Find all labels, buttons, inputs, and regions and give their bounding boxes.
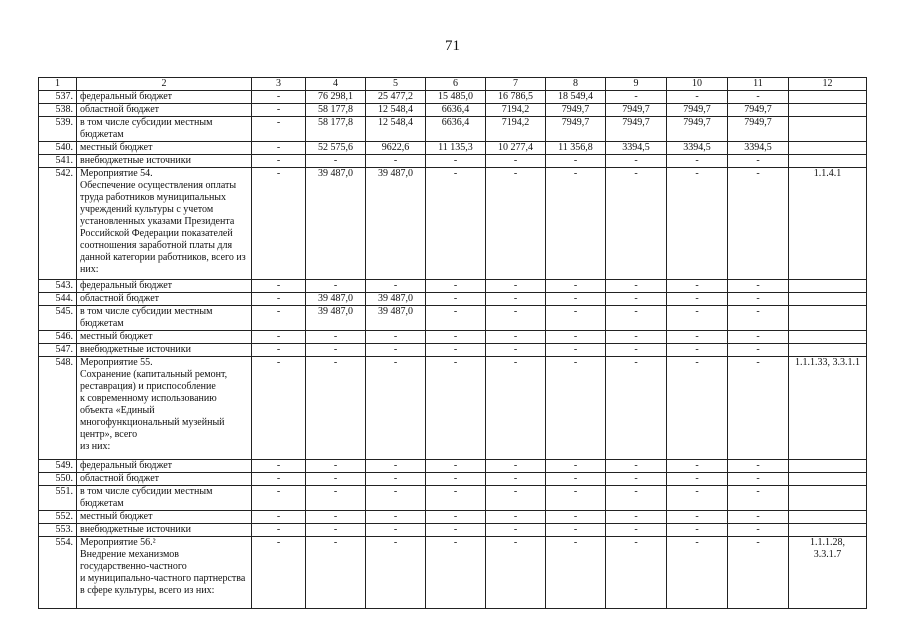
reference-cell: 1.1.4.1 [789,168,867,280]
reference-cell [789,486,867,511]
page-number: 71 [445,38,460,54]
value-cell: - [728,168,789,280]
value-cell: - [252,511,306,524]
value-cell: - [426,460,486,473]
table-row [39,486,867,511]
row-number: 552. [39,511,77,524]
value-cell: - [486,460,546,473]
value-cell: - [252,168,306,280]
value-cell: - [667,331,728,344]
value-cell: 7949,7 [667,104,728,117]
row-number: 553. [39,524,77,537]
value-cell: - [606,537,667,609]
value-cell: 7949,7 [606,104,667,117]
value-cell: - [306,344,366,357]
value-cell: 11 135,3 [426,142,486,155]
table-row [39,104,867,117]
value-cell: - [366,537,426,609]
value-cell: - [252,280,306,293]
row-number: 549. [39,460,77,473]
value-cell: - [252,91,306,104]
row-number: 537. [39,91,77,104]
value-cell: - [252,104,306,117]
value-cell: - [728,306,789,331]
value-cell: - [486,280,546,293]
value-cell: - [252,460,306,473]
value-cell: - [546,168,606,280]
value-cell: - [252,142,306,155]
value-cell: 15 485,0 [426,91,486,104]
value-cell: 3394,5 [606,142,667,155]
value-cell: - [486,524,546,537]
reference-cell [789,524,867,537]
reference-cell [789,293,867,306]
value-cell: - [606,486,667,511]
value-cell: - [366,511,426,524]
value-cell: - [426,524,486,537]
table-row [39,142,867,155]
value-cell: - [306,473,366,486]
value-cell: - [606,280,667,293]
value-cell: - [486,293,546,306]
value-cell: - [486,306,546,331]
value-cell: - [306,486,366,511]
reference-cell [789,344,867,357]
table-row [39,511,867,524]
value-cell: - [366,280,426,293]
value-cell: - [486,155,546,168]
column-header: 1 [39,78,77,91]
value-cell: - [667,460,728,473]
value-cell: - [667,280,728,293]
value-cell: 18 549,4 [546,91,606,104]
reference-cell [789,511,867,524]
value-cell: 3394,5 [728,142,789,155]
value-cell: - [306,155,366,168]
value-cell: 7194,2 [486,104,546,117]
row-number: 541. [39,155,77,168]
row-number: 545. [39,306,77,331]
value-cell: 39 487,0 [366,168,426,280]
value-cell: 10 277,4 [486,142,546,155]
row-description: в том числе субсидии местным бюджетам [77,306,252,331]
row-description: внебюджетные источники [77,155,252,168]
value-cell: - [306,357,366,460]
reference-cell [789,473,867,486]
value-cell: 58 177,8 [306,117,366,142]
value-cell: - [546,460,606,473]
row-description: в том числе субсидии местным бюджетам [77,117,252,142]
value-cell: - [606,155,667,168]
value-cell: - [486,486,546,511]
table-row [39,306,867,331]
value-cell: - [426,486,486,511]
value-cell: - [546,155,606,168]
row-number: 554. [39,537,77,609]
value-cell: - [606,524,667,537]
value-cell: - [606,306,667,331]
value-cell: - [728,155,789,168]
value-cell: 12 548,4 [366,117,426,142]
table-header-row [39,78,867,91]
row-description: местный бюджет [77,331,252,344]
value-cell: - [606,91,667,104]
value-cell: - [252,331,306,344]
column-header: 11 [728,78,789,91]
value-cell: 7949,7 [546,117,606,142]
value-cell: 7194,2 [486,117,546,142]
value-cell: - [306,280,366,293]
value-cell: 25 477,2 [366,91,426,104]
column-header: 9 [606,78,667,91]
row-description: областной бюджет [77,104,252,117]
value-cell: - [252,344,306,357]
value-cell: - [546,306,606,331]
row-description: местный бюджет [77,511,252,524]
value-cell: - [606,168,667,280]
row-description: Мероприятие 55. Сохранение (капитальный ремонт, реставрация) и приспособление к современному использованию объекта «Единый многофункциональный музейный центр», всего из них: [77,357,252,460]
value-cell: - [486,331,546,344]
value-cell: 58 177,8 [306,104,366,117]
value-cell: - [546,537,606,609]
value-cell: - [426,537,486,609]
table-row [39,155,867,168]
value-cell: 3394,5 [667,142,728,155]
value-cell: - [426,511,486,524]
table-row [39,473,867,486]
value-cell: - [306,524,366,537]
value-cell: - [426,473,486,486]
row-description: федеральный бюджет [77,460,252,473]
value-cell: - [252,524,306,537]
value-cell: - [426,344,486,357]
value-cell: - [426,306,486,331]
value-cell: - [486,537,546,609]
value-cell: - [546,344,606,357]
column-header: 6 [426,78,486,91]
value-cell: 6636,4 [426,117,486,142]
value-cell: - [306,460,366,473]
row-description: областной бюджет [77,473,252,486]
table-row [39,293,867,306]
value-cell: - [606,293,667,306]
row-number: 540. [39,142,77,155]
reference-cell [789,155,867,168]
value-cell: - [306,511,366,524]
row-description: областной бюджет [77,293,252,306]
value-cell: - [728,524,789,537]
value-cell: - [546,280,606,293]
reference-cell: 1.1.1.33, 3.3.1.1 [789,357,867,460]
value-cell: - [606,344,667,357]
value-cell: - [366,460,426,473]
value-cell: - [667,511,728,524]
value-cell: - [366,331,426,344]
row-description: местный бюджет [77,142,252,155]
value-cell: - [728,344,789,357]
value-cell: - [667,473,728,486]
value-cell: - [728,91,789,104]
value-cell: - [728,280,789,293]
value-cell: - [252,357,306,460]
table-row [39,117,867,142]
value-cell: 39 487,0 [366,293,426,306]
row-number: 543. [39,280,77,293]
row-description: Мероприятие 56.² Внедрение механизмов государственно-частного и муниципально-частного партнерства в сфере культуры, всего из них: [77,537,252,609]
row-number: 546. [39,331,77,344]
value-cell: - [366,473,426,486]
value-cell: - [426,331,486,344]
value-cell: - [546,486,606,511]
column-header: 5 [366,78,426,91]
value-cell: - [667,155,728,168]
value-cell: - [252,155,306,168]
table-row [39,524,867,537]
reference-cell [789,117,867,142]
value-cell: - [306,331,366,344]
table-row [39,357,867,460]
value-cell: 52 575,6 [306,142,366,155]
value-cell: - [486,511,546,524]
value-cell: - [667,293,728,306]
table-row [39,537,867,609]
column-header: 2 [77,78,252,91]
value-cell: - [252,473,306,486]
row-number: 538. [39,104,77,117]
value-cell: - [667,537,728,609]
reference-cell [789,142,867,155]
value-cell: - [667,306,728,331]
value-cell: - [486,344,546,357]
table-row [39,460,867,473]
value-cell: 76 298,1 [306,91,366,104]
value-cell: - [486,357,546,460]
row-number: 539. [39,117,77,142]
row-description: Мероприятие 54. Обеспечение осуществления оплаты труда работников муниципальных учреждений культуры с учетом установленных указами Президента Российской Федерации показателей соотношения заработной платы для данной категории работников, всего из них: [77,168,252,280]
reference-cell [789,331,867,344]
value-cell: - [606,331,667,344]
value-cell: 7949,7 [606,117,667,142]
table-row [39,168,867,280]
value-cell: 39 487,0 [366,306,426,331]
column-header: 4 [306,78,366,91]
value-cell: 39 487,0 [306,293,366,306]
value-cell: - [667,91,728,104]
value-cell: - [486,473,546,486]
row-number: 542. [39,168,77,280]
value-cell: - [606,460,667,473]
value-cell: - [606,357,667,460]
value-cell: - [252,537,306,609]
value-cell: - [728,473,789,486]
row-number: 547. [39,344,77,357]
value-cell: - [426,155,486,168]
value-cell: - [606,511,667,524]
reference-cell [789,104,867,117]
value-cell: - [426,293,486,306]
value-cell: 12 548,4 [366,104,426,117]
value-cell: - [366,357,426,460]
value-cell: - [306,537,366,609]
value-cell: - [366,524,426,537]
value-cell: - [667,486,728,511]
value-cell: - [252,293,306,306]
table-row [39,331,867,344]
value-cell: 7949,7 [667,117,728,142]
value-cell: - [546,293,606,306]
value-cell: - [252,117,306,142]
value-cell: - [486,168,546,280]
value-cell: - [426,168,486,280]
value-cell: - [546,357,606,460]
column-header: 10 [667,78,728,91]
value-cell: - [546,524,606,537]
value-cell: - [366,155,426,168]
value-cell: 16 786,5 [486,91,546,104]
reference-cell [789,460,867,473]
value-cell: - [546,331,606,344]
column-header: 8 [546,78,606,91]
row-description: внебюджетные источники [77,524,252,537]
value-cell: - [667,344,728,357]
value-cell: 11 356,8 [546,142,606,155]
row-description: в том числе субсидии местным бюджетам [77,486,252,511]
value-cell: - [252,306,306,331]
row-number: 544. [39,293,77,306]
table-row [39,91,867,104]
value-cell: 39 487,0 [306,168,366,280]
value-cell: - [728,511,789,524]
table-row [39,344,867,357]
value-cell: - [728,460,789,473]
row-number: 550. [39,473,77,486]
reference-cell: 1.1.1.28, 3.3.1.7 [789,537,867,609]
row-number: 548. [39,357,77,460]
value-cell: - [366,486,426,511]
table-row [39,280,867,293]
value-cell: 7949,7 [546,104,606,117]
column-header: 3 [252,78,306,91]
value-cell: - [667,357,728,460]
row-description: федеральный бюджет [77,91,252,104]
reference-cell [789,280,867,293]
value-cell: - [667,524,728,537]
value-cell: - [426,357,486,460]
column-header: 7 [486,78,546,91]
value-cell: 9622,6 [366,142,426,155]
reference-cell [789,91,867,104]
column-header: 12 [789,78,867,91]
value-cell: 7949,7 [728,104,789,117]
value-cell: 6636,4 [426,104,486,117]
budget-table [38,77,867,609]
value-cell: - [728,537,789,609]
value-cell: - [606,473,667,486]
row-description: внебюджетные источники [77,344,252,357]
value-cell: - [426,280,486,293]
value-cell: - [252,486,306,511]
value-cell: - [728,293,789,306]
value-cell: 39 487,0 [306,306,366,331]
value-cell: - [546,473,606,486]
value-cell: - [728,357,789,460]
row-description: федеральный бюджет [77,280,252,293]
row-number: 551. [39,486,77,511]
value-cell: - [667,168,728,280]
value-cell: - [728,331,789,344]
value-cell: - [728,486,789,511]
reference-cell [789,306,867,331]
value-cell: - [546,511,606,524]
value-cell: - [366,344,426,357]
value-cell: 7949,7 [728,117,789,142]
